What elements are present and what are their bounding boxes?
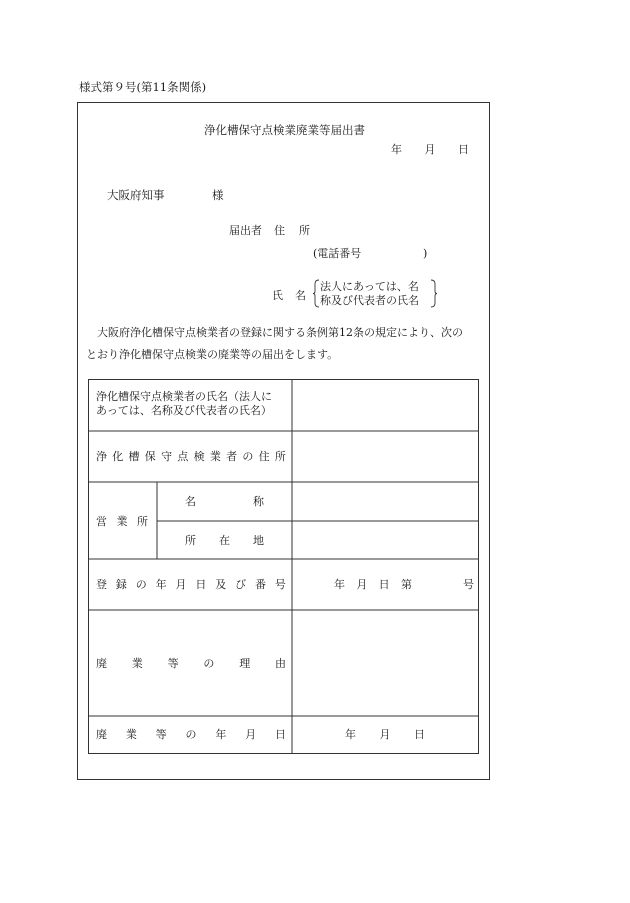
label-char: の bbox=[242, 450, 254, 463]
name-note-line2: 称及び代表者の氏名 bbox=[320, 294, 419, 307]
body-text-line2: とおり浄化槽保守点検業の廃業等の届出をします。 bbox=[86, 348, 339, 361]
label-char: 理 bbox=[239, 657, 251, 670]
reason-value[interactable] bbox=[293, 611, 478, 716]
month-char: 月 bbox=[356, 578, 368, 591]
label-char: の bbox=[135, 578, 147, 591]
addressee-name: 大阪府知事 bbox=[107, 188, 165, 202]
office-name-value[interactable] bbox=[293, 483, 478, 521]
office-location-value[interactable] bbox=[293, 522, 478, 559]
label-char: 日 bbox=[195, 578, 207, 591]
day-char: 日 bbox=[378, 578, 390, 591]
label-char: 所 bbox=[274, 450, 286, 463]
label-char: 日 bbox=[274, 728, 286, 741]
label-char: 廃 bbox=[96, 728, 107, 741]
registration-date-number[interactable] bbox=[334, 579, 412, 590]
label-char: び bbox=[235, 578, 247, 591]
label-char: 在 bbox=[219, 534, 230, 547]
label-char: 所 bbox=[185, 534, 196, 547]
label-char: 廃 bbox=[96, 657, 107, 670]
registration-label bbox=[96, 579, 286, 590]
label-char: 住 bbox=[258, 450, 270, 463]
label-char: 号 bbox=[274, 578, 286, 591]
label-char: 所 bbox=[137, 515, 148, 528]
label-char: 及 bbox=[215, 578, 227, 591]
label-char: 業 bbox=[131, 657, 143, 670]
day-char: 日 bbox=[414, 728, 425, 741]
label-char: 点 bbox=[177, 450, 189, 463]
operator-name-value[interactable] bbox=[293, 380, 478, 431]
label-char: 録 bbox=[115, 578, 127, 591]
label-char: の bbox=[185, 728, 197, 741]
phone-close-paren: ) bbox=[423, 247, 428, 260]
label-char: 守 bbox=[161, 450, 173, 463]
label-char: 由 bbox=[274, 657, 286, 670]
address-char: 住 bbox=[274, 224, 285, 237]
address-char: 所 bbox=[299, 224, 310, 237]
office-name-label bbox=[185, 496, 264, 507]
addressee-honorific: 様 bbox=[212, 188, 224, 202]
label-char: 年 bbox=[155, 578, 167, 591]
year-char: 年 bbox=[334, 578, 345, 591]
label-char: 浄 bbox=[96, 450, 107, 463]
label-char: 月 bbox=[245, 728, 257, 741]
year-char: 年 bbox=[345, 728, 356, 741]
label-char: 月 bbox=[175, 578, 187, 591]
name-char: 名 bbox=[295, 289, 306, 302]
label-char: 者 bbox=[226, 450, 238, 463]
name-note-line1: 法人にあっては、名 bbox=[320, 280, 419, 293]
name-label bbox=[272, 290, 306, 301]
date-line bbox=[391, 144, 469, 155]
number-prefix-char: 第 bbox=[400, 578, 412, 591]
label-char: 称 bbox=[253, 495, 264, 508]
label-char: 営 bbox=[96, 515, 107, 528]
operator-address-label bbox=[96, 451, 286, 462]
label-char: の bbox=[203, 657, 215, 670]
operator-name-label-line1: 浄化槽保守点検業者の氏名（法人に bbox=[96, 390, 272, 403]
operator-address-value[interactable] bbox=[293, 432, 478, 482]
label-char: 保 bbox=[144, 450, 156, 463]
label-char: 登 bbox=[96, 578, 107, 591]
month-char: 月 bbox=[379, 728, 391, 741]
document-title: 浄化槽保守点検業廃業等届出書 bbox=[204, 123, 365, 137]
registration-number-suffix: 号 bbox=[463, 578, 474, 591]
reason-label bbox=[96, 658, 286, 669]
label-char: 業 bbox=[209, 450, 221, 463]
closure-date-label bbox=[96, 729, 286, 740]
label-char: 番 bbox=[255, 578, 266, 591]
body-text-line1: 大阪府浄化槽保守点検業者の登録に関する条例第12条の規定により、次の bbox=[97, 326, 463, 339]
label-char: 業 bbox=[125, 728, 137, 741]
office-location-label bbox=[185, 535, 264, 546]
label-char: 名 bbox=[185, 495, 196, 508]
label-char: 等 bbox=[167, 657, 179, 670]
form-number-label: 様式第９号(第11条関係) bbox=[79, 80, 207, 94]
label-char: 地 bbox=[253, 534, 264, 547]
label-char: 槽 bbox=[128, 450, 140, 463]
office-label bbox=[96, 516, 148, 527]
label-char: 等 bbox=[155, 728, 167, 741]
day-label: 日 bbox=[458, 143, 469, 156]
notifier-label: 届出者 bbox=[229, 224, 262, 237]
month-label: 月 bbox=[424, 143, 436, 156]
details-table bbox=[88, 379, 479, 754]
label-char: 検 bbox=[193, 450, 205, 463]
operator-name-label-line2: あっては、名称及び代表者の氏名） bbox=[96, 404, 272, 417]
closure-date-value[interactable] bbox=[345, 729, 425, 740]
year-label: 年 bbox=[391, 143, 402, 156]
phone-label: (電話番号 bbox=[313, 247, 362, 260]
label-char: 年 bbox=[215, 728, 227, 741]
label-char: 化 bbox=[112, 450, 124, 463]
label-char: 業 bbox=[116, 515, 128, 528]
address-label bbox=[274, 225, 310, 236]
name-char: 氏 bbox=[272, 289, 283, 302]
